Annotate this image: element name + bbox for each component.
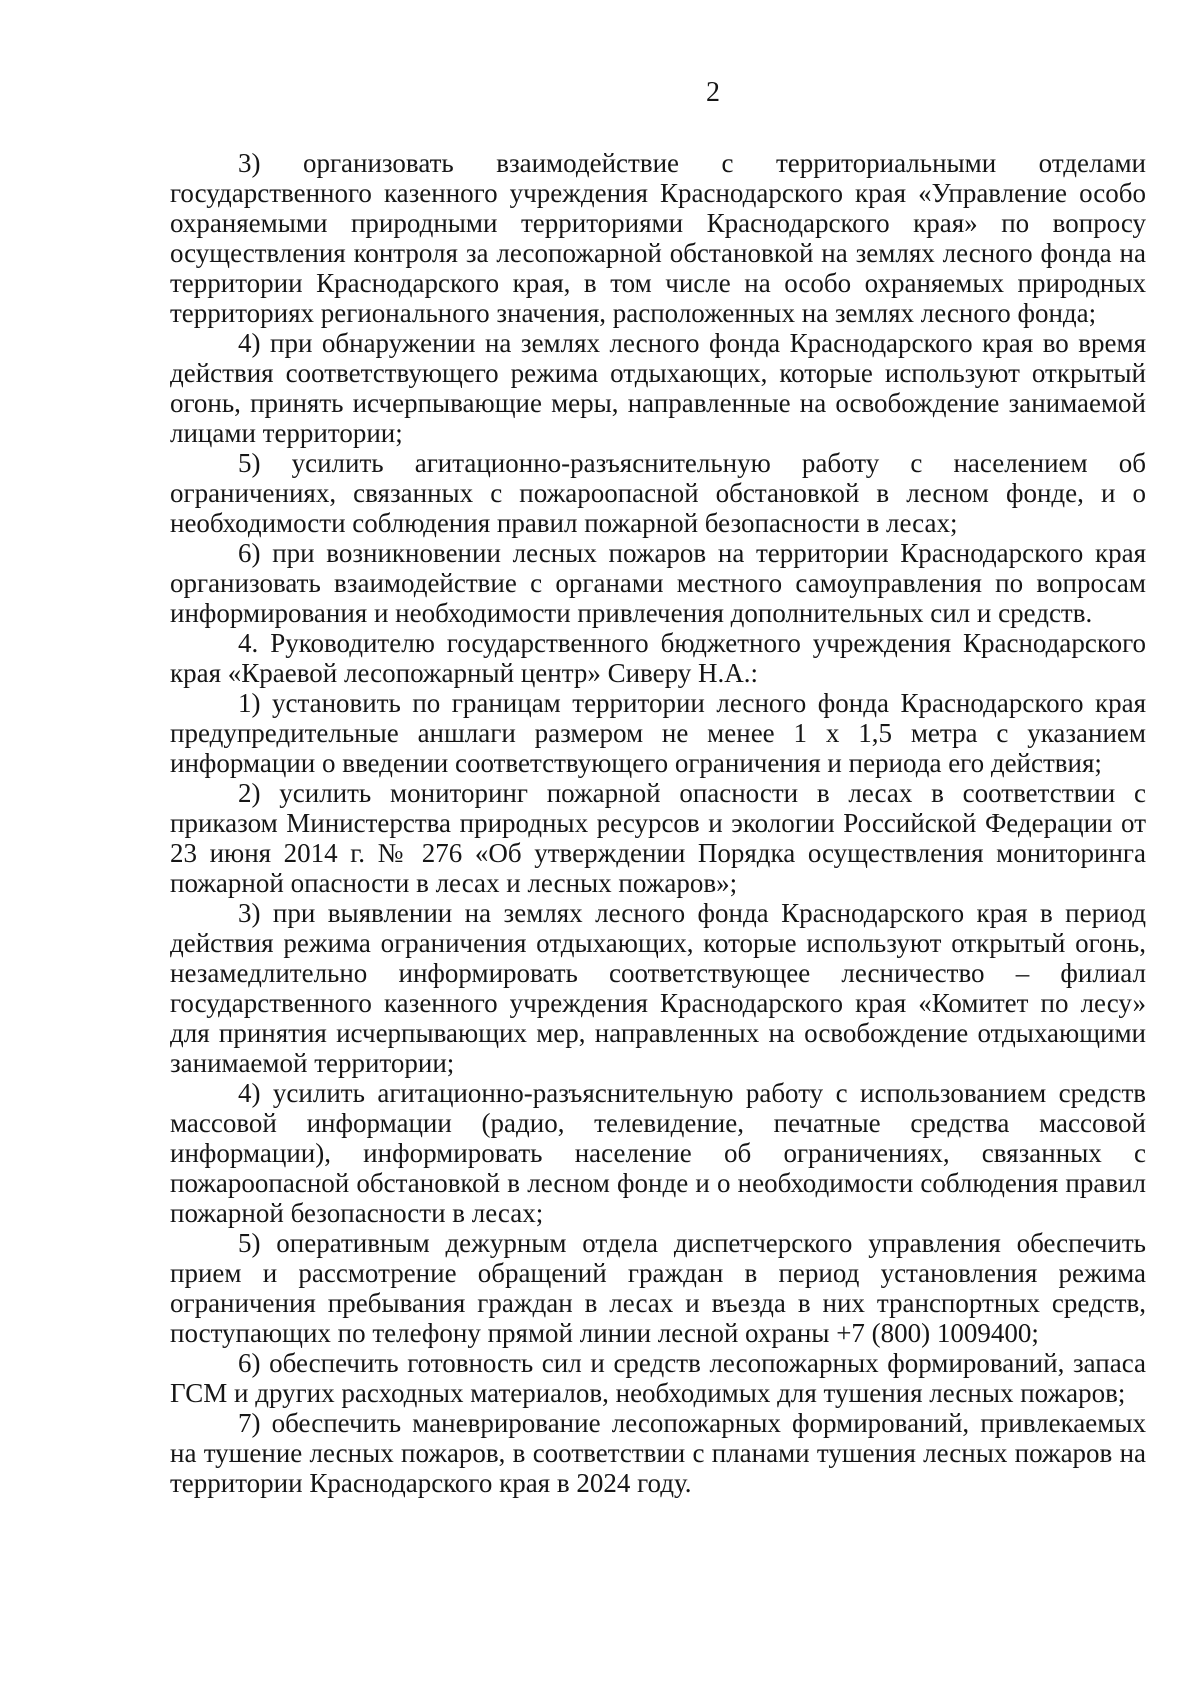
paragraph-3-5: 5) усилить агитационно-разъяснительную работу с населением об ограничениях, связанных с пожароопасной обстановкой в лесном фонде, и о необходимости соблюдения правил пожарной безопасности в лесах; (170, 448, 1146, 538)
paragraph-4-3: 3) при выявлении на землях лесного фонда Краснодарского края в период действия режима ограничения отдыхающих, которые используют открытый огонь, незамедлительно информировать соответствующее лесничество – филиал государственного казенного учреждения Краснодарского края «Комитет по лесу» для принятия исчерпывающих мер, направленных на освобождение отдыхающими занимаемой территории; (170, 898, 1146, 1078)
paragraph-4-5: 5) оперативным дежурным отдела диспетчерского управления обеспечить прием и рассмотрение обращений граждан в период установления режима ограничения пребывания граждан в лесах и въезда в них транспортных средств, поступающих по телефону прямой линии лесной охраны +7 (800) 1009400; (170, 1228, 1146, 1348)
page-number: 2 (706, 77, 720, 108)
paragraph-4-2: 2) усилить мониторинг пожарной опасности в лесах в соответствии с приказом Министерства природных ресурсов и экологии Российской Федерации от 23 июня 2014 г. № 276 «Об утверждении Порядка осуществления мониторинга пожарной опасности в лесах и лесных пожаров»; (170, 778, 1146, 898)
paragraph-4-heading: 4. Руководителю государственного бюджетного учреждения Краснодарского края «Краевой лесопожарный центр» Сиверу Н.А.: (170, 628, 1146, 688)
paragraph-4-6: 6) обеспечить готовность сил и средств лесопожарных формирований, запаса ГСМ и других расходных материалов, необходимых для тушения лесных пожаров; (170, 1348, 1146, 1408)
paragraph-4-4: 4) усилить агитационно-разъяснительную работу с использованием средств массовой информации (радио, телевидение, печатные средства массовой информации), информировать население об ограничениях, связанных с пожароопасной обстановкой в лесном фонде и о необходимости соблюдения правил пожарной безопасности в лесах; (170, 1078, 1146, 1228)
paragraph-3-6: 6) при возникновении лесных пожаров на территории Краснодарского края организовать взаимодействие с органами местного самоуправления по вопросам информирования и необходимости привлечения дополнительных сил и средств. (170, 538, 1146, 628)
paragraph-3-4: 4) при обнаружении на землях лесного фонда Краснодарского края во время действия соответствующего режима отдыхающих, которые используют открытый огонь, принять исчерпывающие меры, направленные на освобождение занимаемой лицами территории; (170, 328, 1146, 448)
paragraph-4-7: 7) обеспечить маневрирование лесопожарных формирований, привлекаемых на тушение лесных пожаров, в соответствии с планами тушения лесных пожаров на территории Краснодарского края в 2024 году. (170, 1408, 1146, 1498)
paragraph-4-1: 1) установить по границам территории лесного фонда Краснодарского края предупредительные аншлаги размером не менее 1 х 1,5 метра с указанием информации о введении соответствующего ограничения и периода его действия; (170, 688, 1146, 778)
paragraph-3-1: 3) организовать взаимодействие с территориальными отделами государственного казенного учреждения Краснодарского края «Управление особо охраняемыми природными территориями Краснодарского края» по вопросу осуществления контроля за лесопожарной обстановкой на землях лесного фонда на территории Краснодарского края, в том числе на особо охраняемых природных территориях регионального значения, расположенных на землях лесного фонда; (170, 148, 1146, 328)
